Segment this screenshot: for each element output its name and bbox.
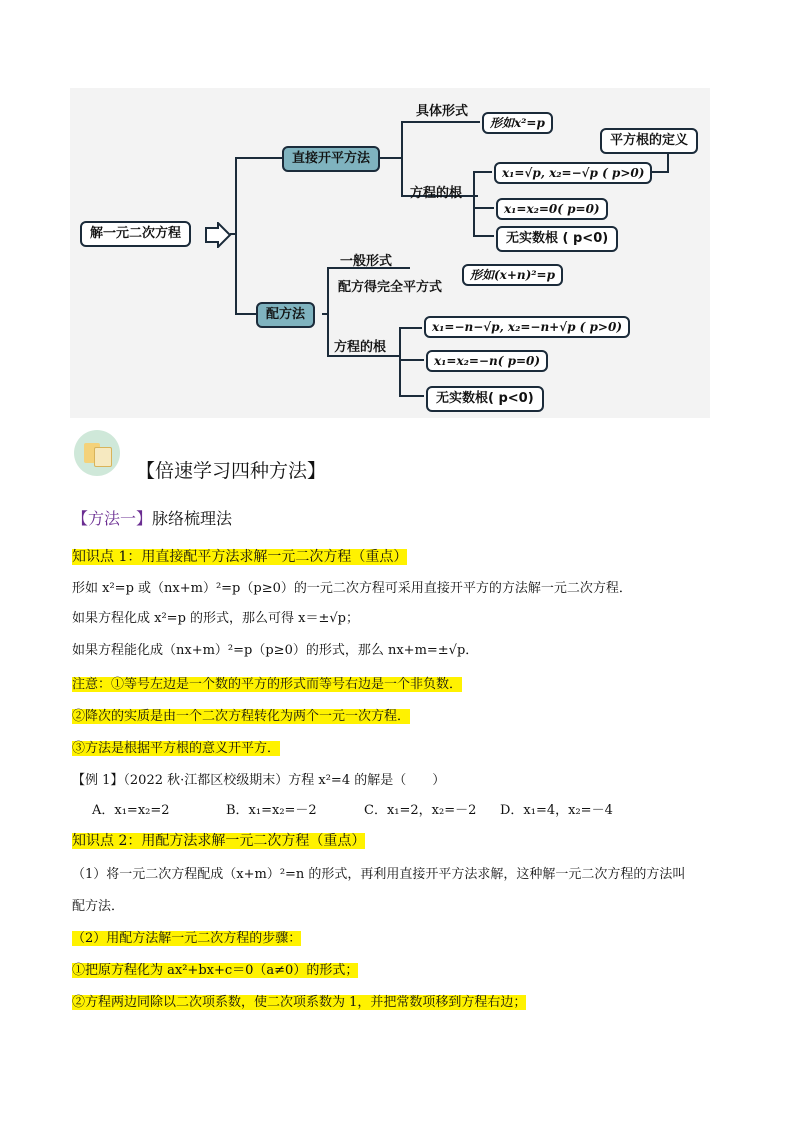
branch-completing-square: 配方法 <box>256 302 315 328</box>
branch1-roots-label: 方程的根 <box>410 186 463 201</box>
example1-option-c: C．x₁=2，x₂=－2 <box>364 803 477 818</box>
branch1-root-case1: x₁=√p, x₂=−√p ( p>0) <box>494 162 652 184</box>
mindmap-root: 解一元二次方程 <box>80 221 191 247</box>
example1-option-a: A．x₁=x₂=2 <box>92 803 170 818</box>
kp1-note2: ②降次的实质是由一个二次方程转化为两个一元一次方程． <box>72 709 411 724</box>
branch-direct-sqrt: 直接开平方法 <box>282 146 380 172</box>
kp2-p2: （2）用配方法解一元二次方程的步骤： <box>72 931 302 946</box>
kp1-title: 知识点 1：用直接配平方法求解一元二次方程（重点） <box>72 549 408 565</box>
branch2-general-label: 一般形式 <box>340 254 393 269</box>
branch2-complete-label: 配方得完全平方式 <box>338 280 443 295</box>
mind-map <box>70 88 710 418</box>
branch1-root-case2: x₁=x₂=0( p=0) <box>496 198 608 220</box>
example1-stem: 【例 1】（2022 秋·江都区校级期末）方程 x²=4 的解是（ ） <box>72 773 446 788</box>
kp2-step2: ②方程两边同除以二次项系数，使二次项系数为 1，并把常数项移到方程右边； <box>72 995 527 1010</box>
branch2-roots-label: 方程的根 <box>334 340 387 355</box>
branch1-form-label: 具体形式 <box>416 104 469 119</box>
method-bracket: 【方法一】 <box>72 509 153 528</box>
kp1-note1: 注意：①等号左边是一个数的平方的形式而等号右边是一个非负数． <box>72 677 463 692</box>
branch2-root-case2: x₁=x₂=−n( p=0) <box>426 350 548 372</box>
branch2-root-case3: 无实数根( p<0) <box>426 386 544 412</box>
root-arrow-icon <box>204 222 232 248</box>
branch2-form-box: 形如(x+n)²=p <box>462 264 563 286</box>
example1-option-b: B．x₁=x₂=－2 <box>226 803 317 818</box>
branch1-root-case3: 无实数根 ( p<0) <box>496 226 618 252</box>
kp2-p1-line2: 配方法． <box>72 899 125 914</box>
example1-option-d: D．x₁=4，x₂=－4 <box>500 803 613 818</box>
kp1-line2: 如果方程化成 x²=p 的形式，那么可得 x＝±√p； <box>72 611 359 626</box>
section-title: 【倍速学习四种方法】 <box>136 460 327 482</box>
kp1-note3: ③方法是根据平方根的意义开平方． <box>72 741 281 756</box>
kp2-p1-line1: （1）将一元二次方程配成（x+m）²=n 的形式，再利用直接开平方法求解，这种解一元二次方程的方法叫 <box>72 867 686 882</box>
method-heading <box>72 508 232 530</box>
method-name: 脉络梳理法 <box>152 509 233 528</box>
branch2-root-case1: x₁=−n−√p, x₂=−n+√p ( p>0) <box>424 316 630 338</box>
sqrt-definition-box: 平方根的定义 <box>600 128 698 154</box>
notes-icon <box>74 430 120 476</box>
kp2-step1: ①把原方程化为 ax²+bx+c＝0（a≠0）的形式； <box>72 963 359 978</box>
kp1-line1: 形如 x²=p 或（nx+m）²=p（p≥0）的一元二次方程可采用直接开平方的方法解一元二次方程． <box>72 581 632 596</box>
kp2-title: 知识点 2：用配方法求解一元二次方程（重点） <box>72 833 366 849</box>
kp1-line3: 如果方程能化成（nx+m）²=p（p≥0）的形式，那么 nx+m=±√p． <box>72 643 479 658</box>
branch1-form-box: 形如x²=p <box>482 112 553 134</box>
